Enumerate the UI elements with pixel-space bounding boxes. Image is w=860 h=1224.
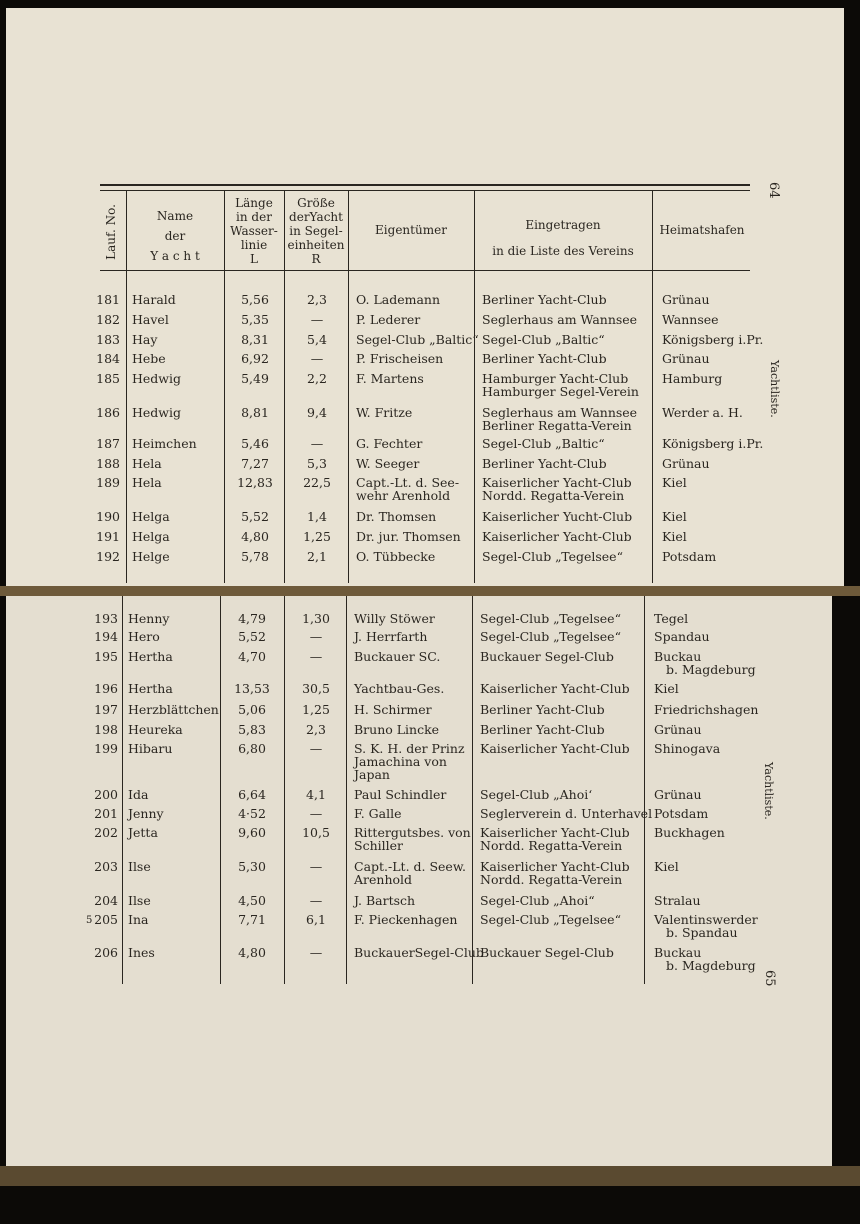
- club-name: Seglerhaus am Wannsee: [482, 405, 638, 420]
- owner-name: Jamachina von: [354, 754, 447, 769]
- length-value: 5,06: [238, 702, 266, 717]
- rating-value: —: [309, 629, 323, 644]
- club-name: Kaiserlicher Yacht-Club: [480, 681, 630, 696]
- rating-value: 1,30: [302, 611, 330, 626]
- club-name: Berliner Yacht-Club: [480, 722, 605, 737]
- page-64: [6, 8, 844, 588]
- club-name: Kaiserlicher Yacht-Club: [480, 741, 630, 756]
- club-name: Berliner Yacht-Club: [482, 351, 607, 366]
- home-port: Hamburg: [662, 371, 723, 386]
- yacht-name: Hedwig: [132, 405, 181, 420]
- yacht-name: Heimchen: [132, 436, 197, 451]
- side-label: Yachtliste.: [762, 762, 775, 820]
- owner-name: O. Tübbecke: [356, 549, 436, 564]
- col-divider: [472, 592, 473, 984]
- club-name: Buckauer Segel-Club: [480, 649, 614, 664]
- owner-name: J. Herrfarth: [354, 629, 428, 644]
- owner-name: P. Frischeisen: [356, 351, 444, 366]
- yacht-name: Havel: [132, 312, 169, 327]
- club-name: Kaiserlicher Yacht-Club: [482, 529, 632, 544]
- length-value: 5,46: [241, 436, 269, 451]
- club-name: Hamburger Yacht-Club: [482, 371, 629, 386]
- rating-value: 2,3: [307, 292, 327, 307]
- owner-name: Schiller: [354, 838, 403, 853]
- rating-value: 30,5: [302, 681, 330, 696]
- yacht-name: Herzblättchen: [128, 702, 219, 717]
- length-value: 8,81: [241, 405, 269, 420]
- club-name: Segel-Club „Tegelsee“: [480, 611, 621, 626]
- rating-value: 1,25: [302, 702, 330, 717]
- home-port: Grünau: [662, 351, 710, 366]
- yacht-name: Helga: [132, 529, 170, 544]
- rating-value: 9,4: [307, 405, 327, 420]
- row-number: 194: [94, 629, 118, 644]
- home-port: Wannsee: [662, 312, 719, 327]
- home-port: Königsberg i.Pr.: [662, 332, 764, 347]
- page-number: 64: [766, 182, 781, 199]
- length-value: 4,80: [241, 529, 269, 544]
- home-port: Friedrichshagen: [654, 702, 759, 717]
- row-number: 192: [96, 549, 120, 564]
- length-value: 4,80: [238, 945, 266, 960]
- rule-top: [100, 184, 750, 186]
- club-name: Segel-Club „Ahoi“: [480, 893, 595, 908]
- rating-value: 22,5: [303, 475, 331, 490]
- home-port: Valentinswerder: [654, 912, 758, 927]
- home-port: Kiel: [662, 475, 687, 490]
- rating-value: 1,25: [303, 529, 331, 544]
- yacht-name: Harald: [132, 292, 176, 307]
- row-number: 189: [96, 475, 120, 490]
- owner-name: G. Fechter: [356, 436, 423, 451]
- rating-value: 5,3: [307, 456, 327, 471]
- length-value: 7,71: [238, 912, 266, 927]
- club-name: Segel-Club „Tegelsee“: [482, 549, 623, 564]
- row-number: 205: [94, 912, 118, 927]
- row-number: 201: [94, 806, 118, 821]
- rating-value: 4,1: [306, 787, 326, 802]
- owner-name: wehr Arenhold: [356, 488, 451, 503]
- length-value: 5,78: [241, 549, 269, 564]
- length-value: 5,35: [241, 312, 269, 327]
- length-value: 4,50: [238, 893, 266, 908]
- margin-mark: 5: [86, 915, 93, 926]
- col-divider: [220, 592, 221, 984]
- owner-name: S. K. H. der Prinz: [354, 741, 465, 756]
- row-number: 197: [94, 702, 118, 717]
- yacht-name: Ines: [128, 945, 155, 960]
- row-number: 186: [96, 405, 120, 420]
- rating-value: 6,1: [306, 912, 326, 927]
- owner-name: P. Lederer: [356, 312, 421, 327]
- yacht-name: Jetta: [128, 825, 158, 840]
- owner-name: Dr. jur. Thomsen: [356, 529, 461, 544]
- rating-value: 10,5: [302, 825, 330, 840]
- yacht-name: Helge: [132, 549, 170, 564]
- length-value: 12,83: [237, 475, 273, 490]
- rating-value: —: [309, 945, 323, 960]
- owner-name: Willy Stöwer: [354, 611, 435, 626]
- header-eingetragen: Eingetragen in die Liste des Vereins: [492, 218, 634, 258]
- owner-name: O. Lademann: [356, 292, 441, 307]
- row-number: 199: [94, 741, 118, 756]
- club-name: Segel-Club „Tegelsee“: [480, 629, 621, 644]
- club-name: Kaiserlicher Yacht-Club: [480, 825, 630, 840]
- row-number: 198: [94, 722, 118, 737]
- club-name: Segel-Club „Baltic“: [482, 436, 605, 451]
- home-port: b. Magdeburg: [666, 958, 756, 973]
- rating-value: 2,2: [307, 371, 327, 386]
- header-heimatshafen: Heimatshafen: [659, 223, 745, 237]
- side-label: Yachtliste.: [768, 360, 781, 418]
- yacht-name: Ina: [128, 912, 149, 927]
- club-name: Seglerhaus am Wannsee: [482, 312, 638, 327]
- club-name: Kaiserlicher Yucht-Club: [482, 509, 633, 524]
- row-number: 204: [94, 893, 118, 908]
- length-value: 4,79: [238, 611, 266, 626]
- yacht-name: Hertha: [128, 649, 173, 664]
- length-value: 8,31: [241, 332, 269, 347]
- rating-value: —: [310, 351, 324, 366]
- club-name: Nordd. Regatta-Verein: [480, 838, 623, 853]
- owner-name: BuckauerSegel-Club: [354, 945, 484, 960]
- home-port: Kiel: [662, 509, 687, 524]
- yacht-name: Ilse: [128, 859, 151, 874]
- length-value: 6,64: [238, 787, 266, 802]
- book-edge: [0, 1166, 860, 1186]
- col-divider: [348, 191, 349, 583]
- club-name: Nordd. Regatta-Verein: [482, 488, 625, 503]
- club-name: Kaiserlicher Yacht-Club: [480, 859, 630, 874]
- rating-value: 1,4: [307, 509, 327, 524]
- club-name: Seglerverein d. Unterhavel: [480, 806, 653, 821]
- header-groesse: Größe derYacht in Segel- einheiten R: [287, 196, 345, 266]
- owner-name: Dr. Thomsen: [356, 509, 437, 524]
- club-name: Berliner Regatta-Verein: [482, 418, 632, 433]
- home-port: Kiel: [654, 859, 679, 874]
- home-port: Kiel: [654, 681, 679, 696]
- club-name: Segel-Club „Tegelsee“: [480, 912, 621, 927]
- row-number: 182: [96, 312, 120, 327]
- owner-name: Segel-Club „Baltic“: [356, 332, 479, 347]
- owner-name: H. Schirmer: [354, 702, 432, 717]
- yacht-name: Hero: [128, 629, 160, 644]
- home-port: b. Magdeburg: [666, 662, 756, 677]
- row-number: 183: [96, 332, 120, 347]
- club-name: Berliner Yacht-Club: [480, 702, 605, 717]
- length-value: 5,56: [241, 292, 269, 307]
- row-number: 184: [96, 351, 120, 366]
- row-number: 193: [94, 611, 118, 626]
- home-port: Grünau: [654, 722, 702, 737]
- header-laenge: Länge in der Wasser- linie L: [230, 196, 278, 266]
- length-value: 4,70: [238, 649, 266, 664]
- home-port: Werder a. H.: [662, 405, 743, 420]
- owner-name: F. Galle: [354, 806, 402, 821]
- club-name: Nordd. Regatta-Verein: [480, 872, 623, 887]
- yacht-name: Hedwig: [132, 371, 181, 386]
- yacht-name: Ilse: [128, 893, 151, 908]
- col-divider: [644, 592, 645, 984]
- owner-name: Buckauer SC.: [354, 649, 441, 664]
- page-gutter: [0, 586, 860, 596]
- owner-name: W. Fritze: [356, 405, 413, 420]
- length-value: 4·52: [238, 806, 266, 821]
- home-port: Spandau: [654, 629, 710, 644]
- home-port: Tegel: [654, 611, 689, 626]
- length-value: 13,53: [234, 681, 270, 696]
- row-number: 185: [96, 371, 120, 386]
- owner-name: J. Bartsch: [354, 893, 416, 908]
- row-number: 191: [96, 529, 120, 544]
- home-port: Kiel: [662, 529, 687, 544]
- rating-value: —: [310, 312, 324, 327]
- length-value: 9,60: [238, 825, 266, 840]
- length-value: 5,52: [241, 509, 269, 524]
- length-value: 6,80: [238, 741, 266, 756]
- owner-name: Rittergutsbes. von: [354, 825, 471, 840]
- row-number: 190: [96, 509, 120, 524]
- owner-name: F. Pieckenhagen: [354, 912, 458, 927]
- length-value: 5,83: [238, 722, 266, 737]
- club-name: Berliner Yacht-Club: [482, 456, 607, 471]
- row-number: 181: [96, 292, 120, 307]
- header-eigentuemer: Eigentümer: [375, 223, 447, 237]
- rating-value: —: [310, 436, 324, 451]
- page-number: 65: [762, 970, 777, 987]
- owner-name: W. Seeger: [356, 456, 420, 471]
- col-divider: [652, 191, 653, 583]
- background-edge: [844, 0, 860, 600]
- yacht-name: Hela: [132, 475, 162, 490]
- length-value: 5,49: [241, 371, 269, 386]
- home-port: Shinogava: [654, 741, 721, 756]
- yacht-name: Hibaru: [128, 741, 173, 756]
- home-port: Stralau: [654, 893, 701, 908]
- club-name: Segel-Club „Baltic“: [482, 332, 605, 347]
- row-number: 187: [96, 436, 120, 451]
- rating-value: 2,3: [306, 722, 326, 737]
- owner-name: F. Martens: [356, 371, 424, 386]
- home-port: Buckau: [654, 945, 702, 960]
- yacht-name: Hertha: [128, 681, 173, 696]
- row-number: 188: [96, 456, 120, 471]
- rating-value: —: [309, 649, 323, 664]
- owner-name: Arenhold: [354, 872, 413, 887]
- yacht-name: Hela: [132, 456, 162, 471]
- col-divider: [346, 592, 347, 984]
- owner-name: Paul Schindler: [354, 787, 447, 802]
- owner-name: Capt.-Lt. d. Seew.: [354, 859, 467, 874]
- home-port: b. Spandau: [666, 925, 738, 940]
- club-name: Segel-Club „Ahoi‘: [480, 787, 593, 802]
- home-port: Potsdam: [654, 806, 709, 821]
- row-number: 195: [94, 649, 118, 664]
- owner-name: Yachtbau-Ges.: [354, 681, 445, 696]
- yacht-name: Hay: [132, 332, 158, 347]
- row-number: 202: [94, 825, 118, 840]
- row-number: 206: [94, 945, 118, 960]
- row-number: 203: [94, 859, 118, 874]
- length-value: 5,30: [238, 859, 266, 874]
- club-name: Berliner Yacht-Club: [482, 292, 607, 307]
- length-value: 6,92: [241, 351, 269, 366]
- club-name: Buckauer Segel-Club: [480, 945, 614, 960]
- home-port: Buckau: [654, 649, 702, 664]
- club-name: Hamburger Segel-Verein: [482, 384, 639, 399]
- home-port: Potsdam: [662, 549, 717, 564]
- length-value: 7,27: [241, 456, 269, 471]
- header-name: Name der Y a c h t: [150, 209, 200, 263]
- yacht-name: Hebe: [132, 351, 166, 366]
- owner-name: Bruno Lincke: [354, 722, 440, 737]
- yacht-name: Heureka: [128, 722, 183, 737]
- owner-name: Japan: [354, 767, 390, 782]
- col-divider: [122, 592, 123, 984]
- owner-name: Capt.-Lt. d. See-: [356, 475, 460, 490]
- length-value: 5,52: [238, 629, 266, 644]
- yacht-name: Jenny: [128, 806, 164, 821]
- home-port: Grünau: [662, 292, 710, 307]
- yacht-name: Henny: [128, 611, 170, 626]
- rating-value: —: [309, 741, 323, 756]
- row-number: 196: [94, 681, 118, 696]
- col-divider: [284, 592, 285, 984]
- club-name: Kaiserlicher Yacht-Club: [482, 475, 632, 490]
- home-port: Buckhagen: [654, 825, 725, 840]
- home-port: Grünau: [662, 456, 710, 471]
- home-port: Grünau: [654, 787, 702, 802]
- rating-value: 5,4: [307, 332, 327, 347]
- home-port: Königsberg i.Pr.: [662, 436, 764, 451]
- rating-value: —: [309, 893, 323, 908]
- yacht-name: Helga: [132, 509, 170, 524]
- rating-value: 2,1: [307, 549, 327, 564]
- yacht-name: Ida: [128, 787, 149, 802]
- header-lauf-no: Lauf. No.: [104, 204, 118, 260]
- row-number: 200: [94, 787, 118, 802]
- rating-value: —: [309, 859, 323, 874]
- rating-value: —: [309, 806, 323, 821]
- page-65: [6, 592, 832, 1170]
